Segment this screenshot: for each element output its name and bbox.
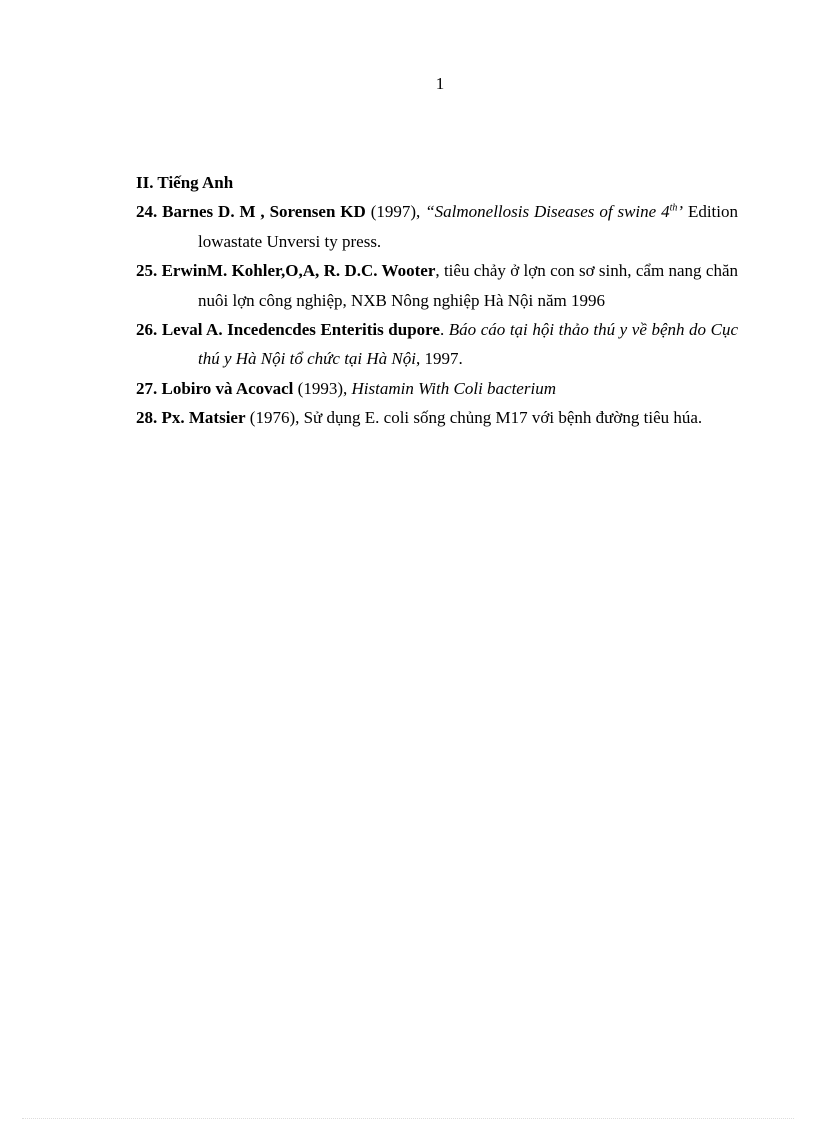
page-bottom-divider xyxy=(22,1118,794,1119)
reference-item-26: 26. Leval A. Incedencdes Enteritis dupore. Báo cáo tại hội thảo thú y về bệnh do Cục thú y Hà Nội tổ chức tại Hà Nội, 1997. xyxy=(136,320,738,369)
reference-authors: Leval A. Incedencdes Enteritis dupore xyxy=(161,320,440,340)
reference-title: Histamin With Coli bacterium xyxy=(351,378,556,398)
reference-authors: Px. Matsier xyxy=(161,408,246,428)
reference-number: 26. xyxy=(136,320,158,340)
section-title: II. Tiếng Anh xyxy=(136,173,234,192)
reference-item-27 xyxy=(136,374,738,403)
reference-title: Báo cáo tại hội thảo thú y về bệnh do Cục thú y Hà Nội tổ chức tại Hà Nội xyxy=(198,320,738,369)
reference-authors: ErwinM. Kohler,O,A, R. D.C. Wooter xyxy=(161,261,436,281)
reference-number: 25. xyxy=(136,261,158,281)
reference-number: 27. xyxy=(136,378,158,398)
page-number: 1 xyxy=(435,74,445,93)
reference-title: “Salmonellosis Diseases of swine 4th’ xyxy=(425,202,684,222)
reference-year: (1997), xyxy=(370,202,421,222)
reference-list xyxy=(136,168,738,433)
reference-number: 24. xyxy=(136,202,158,222)
reference-details: , 1997. xyxy=(415,349,463,369)
reference-authors: Barnes D. M , Sorensen KD xyxy=(162,202,366,222)
reference-item-28 xyxy=(136,403,738,432)
reference-number: 28. xyxy=(136,408,158,428)
reference-item-24 xyxy=(136,197,738,256)
reference-authors: Lobiro và Acovacl xyxy=(161,378,294,398)
reference-year: (1993), xyxy=(293,378,352,398)
reference-details: (1976), Sử dụng E. coli sống chủng M17 với bệnh đường tiêu húa. xyxy=(245,408,703,428)
reference-item-25 xyxy=(136,256,738,315)
reference-details: , tiêu chảy ở lợn con sơ sinh, cẩm nang chăn nuôi lợn công nghiệp, NXB Nông nghiệp Hà Nội năm 1996 xyxy=(198,261,738,310)
reference-details: Edition lowastate Unversi ty press. xyxy=(198,202,739,251)
